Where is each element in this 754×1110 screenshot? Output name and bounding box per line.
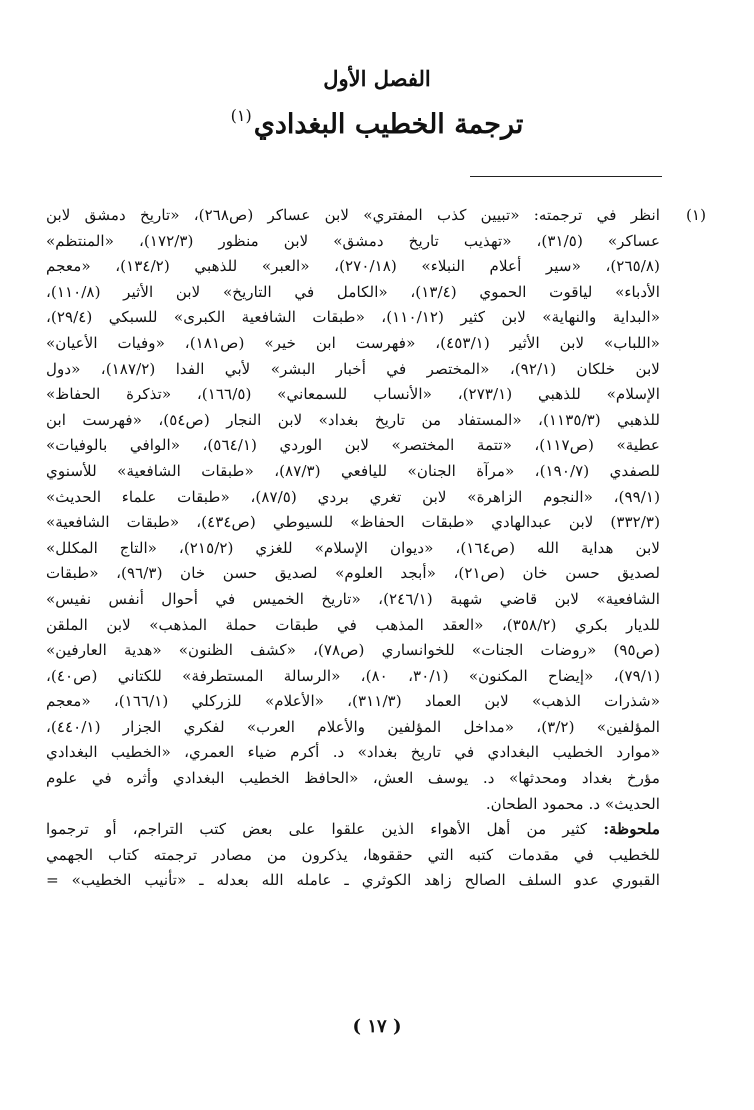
footnote-reference: (١)	[230, 106, 252, 125]
footnote-line: لابن هداية الله (ص١٦٤)، «ديوان الإسلام» للغزي (٢١٥/٢)، «التاج المكلل»	[46, 538, 660, 557]
footnote-line: الحديث» د. محمود الطحان.	[485, 794, 660, 813]
chapter-title	[0, 106, 754, 140]
chapter-label: الفصل الأول	[323, 66, 431, 91]
footnote-line: (٣٣٢/٣) لابن عبدالهادي «طبقات الحفاظ» للسيوطي (ص٤٣٤)، «طبقات الشافعية»	[46, 513, 660, 532]
footnote-line: للذهبي (١١٣٥/٣)، «المستفاد من تاريخ بغداد» لابن النجار (ص٥٤)، «فهرست ابن	[46, 410, 660, 429]
note-line: القبوري عدو السلف الصالح زاهد الكوثري ـ عامله الله بعدله ـ «تأنيب الخطيب» =	[46, 871, 660, 890]
footnote-line: للصفدي (١٩٠/٧)، «مرآة الجنان» لليافعي (٨٧/٣)، «طبقات الشافعية» للأسنوي	[46, 461, 660, 480]
footnote-line: (٧٩/١)، «إيضاح المكنون» (٣٠/١، ٨٠)، «الرسالة المستطرفة» للكتاني (ص٤٠)،	[46, 666, 661, 685]
page-number: ( ١٧ )	[352, 1016, 402, 1037]
footnote-line: «البداية والنهاية» لابن كثير (١١٠/١٢)، «طبقات الشافعية الكبرى» للسبكي (٢٩/٤)،	[46, 308, 660, 327]
footnote-line: لصديق حسن خان (ص٢١)، «أبجد العلوم» لصديق حسن خان (٩٦/٣)، «طبقات	[46, 564, 660, 583]
chapter-title-text: ترجمة الخطيب البغدادي	[253, 109, 524, 140]
footnote-separator	[470, 176, 662, 177]
footnote-line: الشافعية» لابن قاضي شهبة (٢٤٦/١)، «تاريخ الخميس في أحوال أنفس نفيس»	[46, 589, 660, 608]
note-line: للخطيب في مقدمات كتبه التي حققوها، يذكرون من مصادر ترجمته كتاب الجهمي	[46, 845, 660, 864]
note-label: ملحوظة:	[603, 820, 661, 839]
footnote-line: عطية» (ص١١٧)، «تتمة المختصر» لابن الوردي (٥٦٤/١)، «الوافي بالوفيات»	[46, 436, 660, 455]
footnote-line: الإسلام» للذهبي (٢٧٣/١)، «الأنساب للسمعاني» (١٦٦/٥)، «تذكرة الحفاظ»	[46, 385, 661, 404]
footnote-line: لابن خلكان (٩٢/١)، «المختصر في أخبار البشر» لأبي الفدا (١٨٧/٢)، «دول	[46, 359, 660, 378]
footnote-line: المؤلفين» (٣/٢)، «مداخل المؤلفين والأعلام العرب» لفكري الجزار (٤٤٠/١)،	[46, 717, 660, 736]
footnote-line: (ص٩٥) «روضات الجنات» للخوانساري (ص٧٨)، «كشف الظنون» «هدية العارفين»	[46, 641, 660, 660]
footnote-line: «موارد الخطيب البغدادي في تاريخ بغداد» د. أكرم ضياء العمري، «الخطيب البغدادي	[46, 743, 660, 762]
footnote-line: عساكر» (٣١/٥)، «تهذيب تاريخ دمشق» لابن منظور (١٧٢/٣)، «المنتظم»	[46, 231, 661, 250]
footnote-number: (١)	[685, 206, 706, 224]
footnote-line: (٢٦٥/٨)، «سير أعلام النبلاء» (٢٧٠/١٨)، «العبر» للذهبي (١٣٤/٢)، «معجم	[46, 257, 660, 276]
footnote-line: (٩٩/١)، «النجوم الزاهرة» لابن تغري بردي (٨٧/٥)، «طبقات علماء الحديث»	[46, 487, 661, 506]
footnote-line: الأدباء» لياقوت الحموي (١٣/٤)، «الكامل في التاريخ» لابن الأثير (١١٠/٨)،	[46, 282, 660, 301]
footnote-line: «اللباب» لابن الأثير (٤٥٣/١)، «فهرست ابن خير» (ص١٨١)، «وفيات الأعيان»	[46, 333, 660, 352]
note-line: ملحوظة: كثير من أهل الأهواء الذين علقوا على بعض كتب التراجم، أو ترجموا	[46, 820, 661, 839]
footnote-line: «شذرات الذهب» لابن العماد (٣١١/٣)، «الأعلام» للزركلي (١٦٦/١)، «معجم	[46, 692, 660, 711]
footnote-line: (١) انظر في ترجمته: «تبيين كذب المفتري» لابن عساكر (ص٢٦٨)، «تاريخ دمشق لابن	[46, 203, 706, 229]
footnote-line: مؤرخ بغداد ومحدثها» د. يوسف العش، «الحافظ الخطيب البغدادي وأثره في علوم	[46, 769, 660, 788]
footnotes-block	[46, 203, 706, 894]
footnote-line: للديار بكري (٣٥٨/٢)، «العقد المذهب في طبقات حملة المذهب» لابن الملقن	[46, 615, 660, 634]
